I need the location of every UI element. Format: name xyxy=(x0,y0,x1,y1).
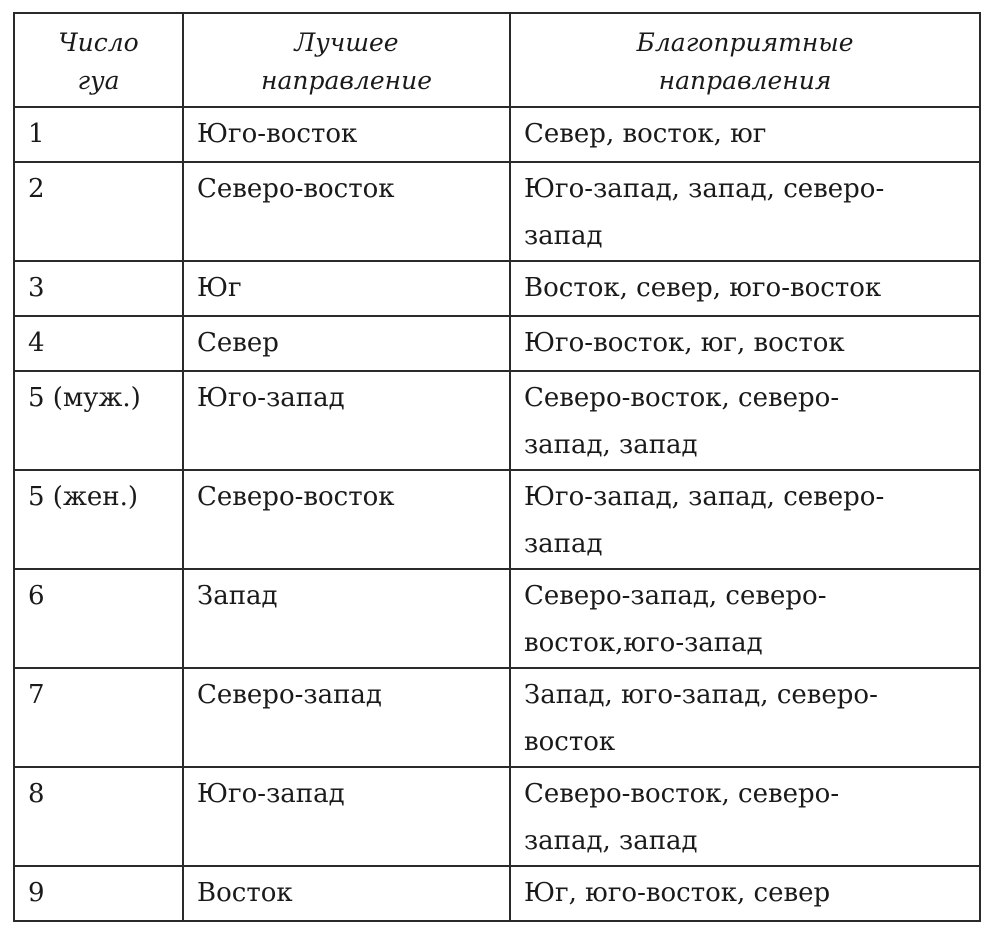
table-row xyxy=(14,107,980,162)
cell-line: Юго-запад, запад, северо- xyxy=(524,174,885,204)
best-direction-cell: Восток xyxy=(183,866,510,921)
gua-number-cell: 9 xyxy=(14,866,183,921)
header-gua-number xyxy=(14,13,183,107)
table-row xyxy=(14,470,980,569)
favorable-directions-cell xyxy=(510,569,980,668)
table-row xyxy=(14,261,980,316)
table-header-row xyxy=(14,13,980,107)
table-row xyxy=(14,316,980,371)
cell-line: Юго-запад, запад, северо- xyxy=(524,482,885,512)
header-text: Число xyxy=(58,28,139,57)
header-text: гуа xyxy=(77,66,120,95)
header-favorable-directions xyxy=(510,13,980,107)
favorable-directions-cell xyxy=(510,668,980,767)
best-direction-cell: Северо-запад xyxy=(183,668,510,767)
favorable-directions-cell xyxy=(510,261,980,316)
best-direction-cell: Запад xyxy=(183,569,510,668)
best-direction-cell: Юго-восток xyxy=(183,107,510,162)
gua-number-cell: 5 (жен.) xyxy=(14,470,183,569)
best-direction-cell: Юг xyxy=(183,261,510,316)
header-text: направление xyxy=(260,66,432,95)
cell-line: восток,юго-запад xyxy=(524,628,763,658)
gua-number-cell: 8 xyxy=(14,767,183,866)
best-direction-cell: Север xyxy=(183,316,510,371)
cell-line: Юг, юго-восток, север xyxy=(524,878,831,908)
best-direction-cell: Юго-запад xyxy=(183,767,510,866)
table-row xyxy=(14,371,980,470)
cell-line: Юго-восток, юг, восток xyxy=(524,328,845,358)
favorable-directions-cell xyxy=(510,371,980,470)
gua-number-cell: 2 xyxy=(14,162,183,261)
cell-line: Север, восток, юг xyxy=(524,119,767,149)
header-best-direction xyxy=(183,13,510,107)
best-direction-cell: Северо-восток xyxy=(183,162,510,261)
table-row xyxy=(14,668,980,767)
cell-line: Северо-восток, северо- xyxy=(524,779,840,809)
cell-line: Запад, юго-запад, северо- xyxy=(524,680,878,710)
cell-line: Северо-запад, северо- xyxy=(524,581,827,611)
cell-line: восток xyxy=(524,727,616,757)
gua-number-cell: 6 xyxy=(14,569,183,668)
favorable-directions-cell xyxy=(510,470,980,569)
table-row xyxy=(14,767,980,866)
favorable-directions-cell xyxy=(510,866,980,921)
table-row xyxy=(14,162,980,261)
cell-line: запад, запад xyxy=(524,430,698,460)
gua-number-cell: 5 (муж.) xyxy=(14,371,183,470)
best-direction-cell: Северо-восток xyxy=(183,470,510,569)
best-direction-cell: Юго-запад xyxy=(183,371,510,470)
cell-line: запад, запад xyxy=(524,826,698,856)
favorable-directions-cell xyxy=(510,107,980,162)
cell-line: Восток, север, юго-восток xyxy=(524,273,882,303)
header-text: Лучшее xyxy=(294,28,399,57)
favorable-directions-cell xyxy=(510,767,980,866)
header-text: Благоприятные xyxy=(636,28,854,57)
gua-number-cell: 7 xyxy=(14,668,183,767)
gua-number-cell: 1 xyxy=(14,107,183,162)
cell-line: Северо-восток, северо- xyxy=(524,383,840,413)
gua-directions-table xyxy=(13,12,981,922)
favorable-directions-cell xyxy=(510,316,980,371)
header-text: направления xyxy=(658,66,832,95)
gua-number-cell: 3 xyxy=(14,261,183,316)
table-row xyxy=(14,866,980,921)
cell-line: запад xyxy=(524,529,603,559)
favorable-directions-cell xyxy=(510,162,980,261)
table-row xyxy=(14,569,980,668)
gua-number-cell: 4 xyxy=(14,316,183,371)
cell-line: запад xyxy=(524,221,603,251)
